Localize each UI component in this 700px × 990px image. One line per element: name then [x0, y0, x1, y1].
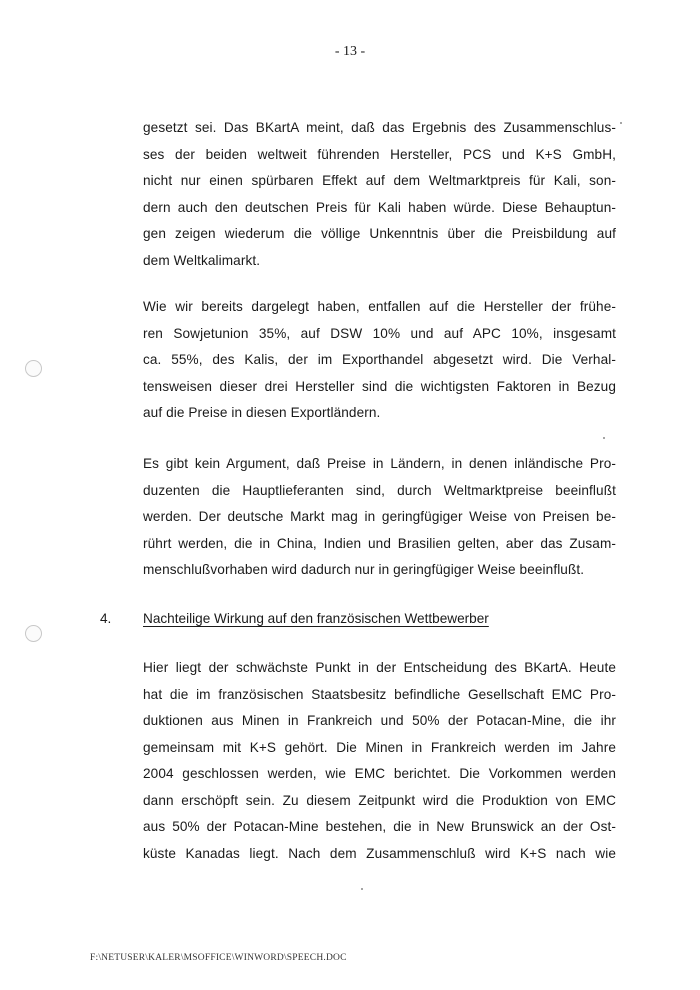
text-line: 2004 geschlossen werden, wie EMC berichtet. Die Vorkommen werden — [143, 766, 616, 781]
text-line: küste Kanadas liegt. Nach dem Zusammenschluß wird K+S nach wie — [143, 845, 616, 861]
text-line: Wie wir bereits dargelegt haben, entfallen auf die Hersteller der frühe- — [143, 299, 616, 314]
text-line: auf die Preise in diesen Exportländern. — [143, 405, 381, 420]
paragraph-1 — [143, 115, 616, 274]
text-line: werden. Der deutsche Markt mag in geringfügiger Weise von Preisen be- — [143, 509, 616, 524]
text-line: aus 50% der Potacan-Mine bestehen, die in New Brunswick an der Ost- — [143, 819, 616, 834]
text-line: gen zeigen wiederum die völlige Unkenntnis über die Preisbildung auf — [143, 226, 616, 241]
paragraph-3 — [143, 451, 616, 584]
text-line: duzenten die Hauptlieferanten sind, durch Weltmarktpreise beeinflußt — [143, 482, 616, 498]
text-line: tensweisen dieser drei Hersteller sind die wichtigsten Faktoren in Bezug — [143, 378, 616, 394]
text-line: ca. 55%, des Kalis, der im Exporthandel abgesetzt wird. Die Verhal- — [143, 352, 616, 367]
paragraph-2 — [143, 294, 616, 427]
section-number: 4. — [100, 611, 112, 626]
scan-speck — [603, 437, 605, 439]
text-line: dem Weltkalimarkt. — [143, 252, 261, 268]
page-number: - 13 - — [334, 44, 366, 59]
text-line: Hier liegt der schwächste Punkt in der Entscheidung des BKartA. Heute — [143, 660, 616, 675]
text-line: hat die im französischen Staatsbesitz befindliche Gesellschaft EMC Pro- — [143, 686, 616, 702]
punch-hole-mark — [25, 625, 42, 642]
text-line: ses der beiden weltweit führenden Hersteller, PCS und K+S GmbH, — [143, 146, 616, 162]
section-heading: Nachteilige Wirkung auf den französischen Wettbewerber — [143, 611, 489, 626]
paragraph-4 — [143, 655, 616, 867]
text-line: ren Sowjetunion 35%, auf DSW 10% und auf APC 10%, insgesamt — [143, 325, 616, 341]
text-line: gesetzt sei. Das BKartA meint, daß das Ergebnis des Zusammenschlus- — [143, 120, 616, 135]
text-line: dann erschöpft sein. Zu diesem Zeitpunkt wird die Produktion von EMC — [143, 792, 616, 808]
text-line: Es gibt kein Argument, daß Preise in Ländern, in denen inländische Pro- — [143, 456, 616, 471]
footer-file-path: F:\NETUSER\KALER\MSOFFICE\WINWORD\SPEECH.DOC — [90, 953, 347, 963]
text-line: menschlußvorhaben wird dadurch nur in geringfügiger Weise beeinflußt. — [143, 562, 585, 577]
text-line: gemeinsam mit K+S gehört. Die Minen in Frankreich werden im Jahre — [143, 739, 616, 755]
text-line: dern auch den deutschen Preis für Kali haben würde. Diese Behauptun- — [143, 199, 616, 215]
scan-speck — [620, 122, 622, 124]
text-line: rührt werden, die in China, Indien und Brasilien gelten, aber das Zusam- — [143, 535, 616, 551]
scan-speck — [361, 888, 363, 890]
punch-hole-mark — [25, 360, 42, 377]
text-line: duktionen aus Minen in Frankreich und 50% der Potacan-Mine, die ihr — [143, 713, 616, 728]
text-line: nicht nur einen spürbaren Effekt auf dem Weltmarktpreis für Kali, son- — [143, 173, 616, 188]
